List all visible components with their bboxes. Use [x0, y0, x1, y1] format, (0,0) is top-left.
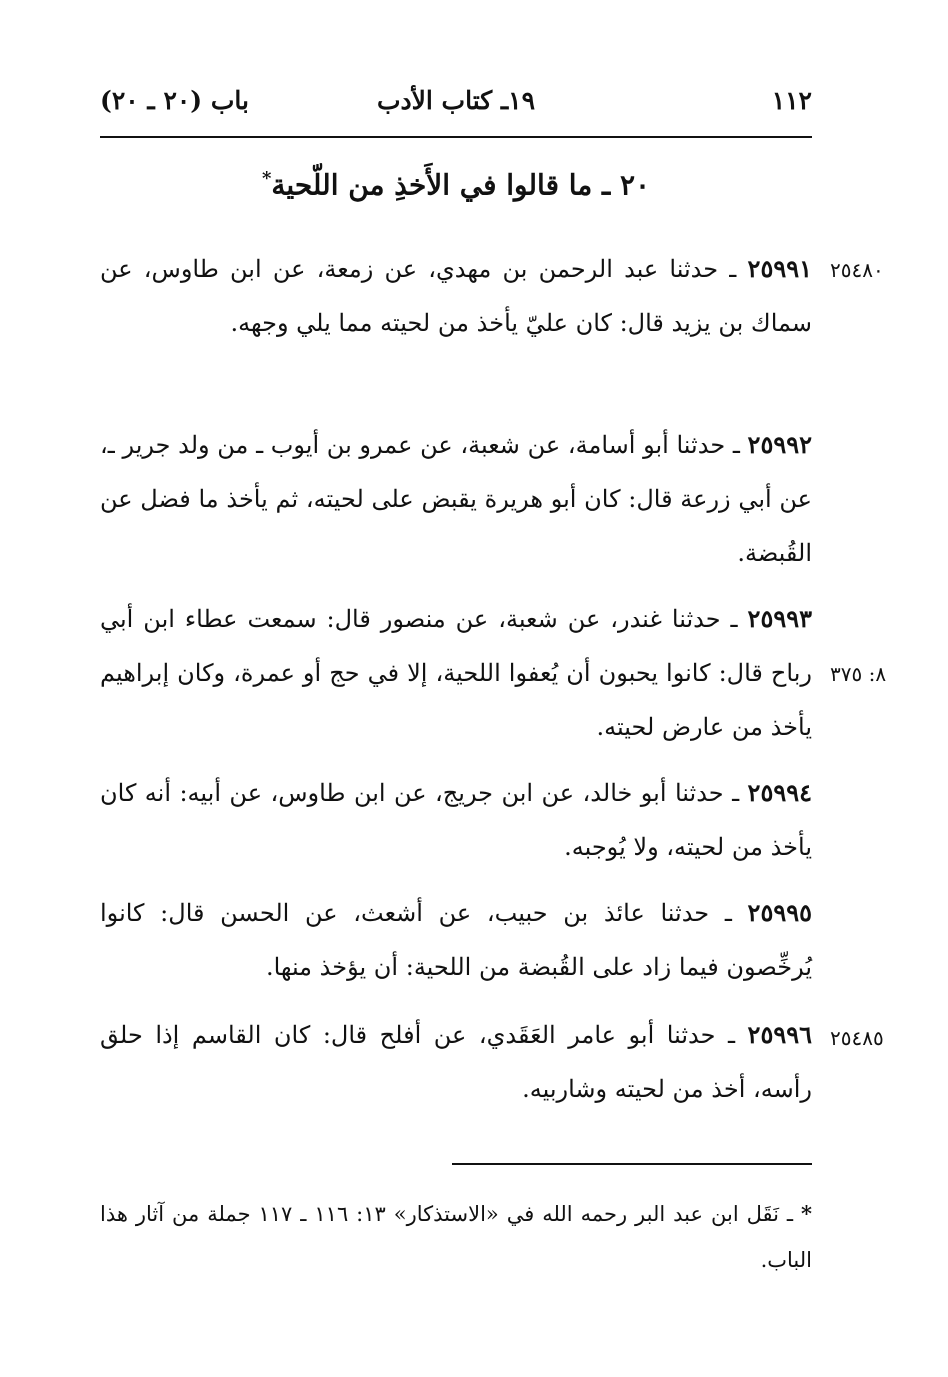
hadith-entry	[100, 418, 812, 580]
margin-cross-reference: ٢٥٤٨٥	[830, 1026, 884, 1050]
entry-text: ـ حدثنا أبو عامر العَقَدي، عن أفلح قال: كان القاسم إذا حلق رأسه، أخذ من لحيته وشاربيه.	[100, 1021, 812, 1103]
hadith-entry	[100, 592, 812, 754]
section-title-text: ٢٠ ـ ما قالوا في الأَخذِ من اللّحية	[271, 168, 651, 202]
hadith-entry	[100, 242, 812, 350]
entry-text: ـ حدثنا عبد الرحمن بن مهدي، عن زمعة، عن ابن طاوس، عن سماك بن يزيد قال: كان عليّ يأخذ من لحيته مما يلي وجهه.	[100, 255, 812, 337]
margin-cross-reference: ٢٥٤٨٠	[830, 258, 884, 282]
hadith-entry	[100, 886, 812, 994]
page-number: ١١٢	[771, 86, 812, 115]
entry-text: ـ حدثنا أبو خالد، عن ابن جريج، عن ابن طاوس، عن أبيه: أنه كان يأخذ من لحيته، ولا يُوجبه.	[100, 779, 812, 861]
entry-text: ـ حدثنا غندر، عن شعبة، عن منصور قال: سمعت عطاء ابن أبي رباح قال: كانوا يحبون أن يُعفوا اللحية، إلا في حج أو عمرة، وكان إبراهيم يأخذ من عارض لحيته.	[100, 605, 812, 741]
entry-number: ٢٥٩٩٦	[747, 1020, 812, 1049]
entry-number: ٢٥٩٩٤	[747, 778, 812, 807]
book-title: ١٩ـ كتاب الأدب	[376, 86, 536, 115]
footnote	[100, 1191, 812, 1283]
entry-number: ٢٥٩٩٣	[747, 604, 812, 633]
entry-number: ٢٥٩٩١	[747, 254, 812, 283]
footnote-rule	[452, 1163, 812, 1165]
footnote-star: *	[801, 1201, 812, 1226]
entry-number: ٢٥٩٩٢	[747, 430, 812, 459]
hadith-entry	[100, 1008, 812, 1116]
entry-text: ـ حدثنا أبو أسامة، عن شعبة، عن عمرو بن أيوب ـ من ولد جرير ـ، عن أبي زرعة قال: كان أبو هريرة يقبض على لحيته، ثم يأخذ ما فضل عن القُبضة.	[100, 431, 813, 567]
footnote-marker: *	[261, 168, 272, 189]
header-rule	[100, 136, 812, 138]
margin-cross-reference: ٨: ٣٧٥	[830, 662, 887, 686]
chapter-label: باب (٢٠ ـ ٢٠)	[100, 86, 249, 115]
section-title	[100, 168, 812, 201]
footnote-text: ـ نَقَل ابن عبد البر رحمه الله في «الاستذكار» ١٣: ١١٦ ـ ١١٧ جملة من آثار هذا الباب.	[100, 1202, 812, 1272]
hadith-entry	[100, 766, 812, 874]
entry-text: ـ حدثنا عائذ بن حبيب، عن أشعث، عن الحسن قال: كانوا يُرخِّصون فيما زاد على القُبضة من اللحية: أن يؤخذ منها.	[100, 899, 812, 981]
running-header	[100, 86, 812, 126]
entry-number: ٢٥٩٩٥	[747, 898, 812, 927]
